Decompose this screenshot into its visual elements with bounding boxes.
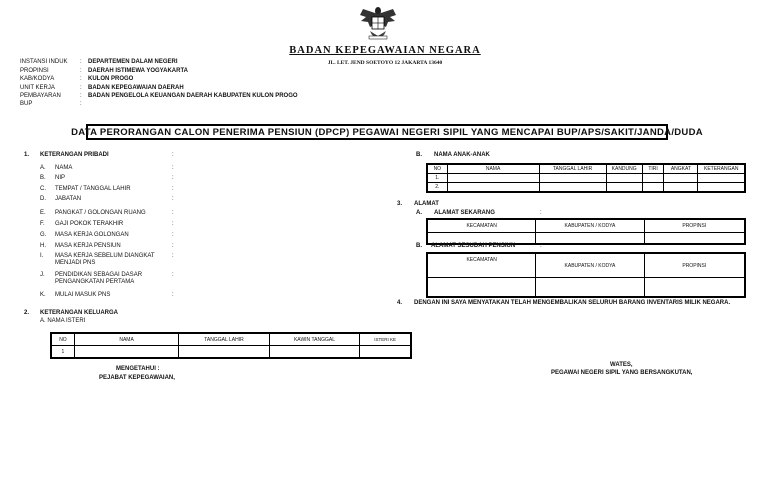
field-label: JABATAN [55, 196, 82, 202]
col-header: KECAMATAN [427, 219, 536, 233]
after-retirement-address-table [426, 252, 746, 298]
section2-heading: KETERANGAN KELUARGA [40, 310, 118, 316]
inventory-statement: DENGAN INI SAYA MENYATAKAN TELAH MENGEMBALIKAN SELURUH BARANG INVENTARIS MILIK NEGARA. [414, 300, 731, 306]
col-header: KABUPATEN / KODYA [536, 253, 644, 278]
field-label: MASA KERJA GOLONGAN [55, 232, 129, 238]
children-table [426, 163, 746, 193]
col-header: NAMA [447, 164, 539, 174]
header-value: KULON PROGO [88, 76, 134, 82]
section3-number: 3. [397, 201, 403, 207]
field-label: NIP [55, 175, 66, 181]
section3-heading: ALAMAT [414, 201, 439, 207]
wife-name-label: A. NAMA ISTERI [40, 318, 86, 324]
header-label: KAB/KODYA [20, 76, 55, 82]
section4-number: 4. [397, 300, 403, 306]
header-label: BUP [20, 101, 33, 107]
col-header: KABUPATEN / KODYA [536, 219, 644, 233]
col-header: TANGGAL LAHIR [179, 333, 270, 346]
col-header: PROPINSI [644, 253, 745, 278]
field-label: NAMA [55, 165, 73, 171]
signature-place: WATES, [610, 362, 633, 368]
section1-number: 1. [24, 152, 30, 158]
current-address-label: ALAMAT SEKARANG [434, 210, 495, 216]
col-header: NO [51, 333, 74, 346]
after-retirement-address-label: ALAMAT SESUDAH PENSIUN [431, 243, 516, 249]
col-header: KETERANGAN [698, 164, 745, 174]
agency-address: JL. LET. JEND SOETOYO 12 JAKARTA 13640 [327, 60, 443, 66]
header-label: UNIT KERJA [20, 85, 55, 91]
approval-official: PEJABAT KEPEGAWAIAN, [99, 375, 175, 381]
field-label: MASA KERJA SEBELUM DIANGKAT MENJADI PNS [55, 253, 155, 266]
header-value: DAERAH ISTIMEWA YOGYAKARTA [88, 68, 189, 74]
col-header: ISTERI KE [360, 333, 411, 346]
children-key: B. [416, 152, 422, 158]
current-address-table [426, 218, 746, 245]
col-header: NAMA [74, 333, 178, 346]
field-label: PENDIDIKAN SEBAGAI DASAR PENGANGKATAN PERTAMA [55, 272, 143, 285]
header-value: DEPARTEMEN DALAM NEGERI [88, 59, 178, 65]
col-header: KECAMATAN [427, 253, 536, 278]
garuda-emblem [358, 5, 398, 41]
children-heading: NAMA ANAK-ANAK [434, 152, 490, 158]
table-row: 1. [427, 174, 745, 183]
col-header: KANDUNG [606, 164, 642, 174]
table-row: 1 [51, 346, 411, 359]
field-label: TEMPAT / TANGGAL LAHIR [55, 186, 131, 192]
header-value: BADAN KEPEGAWAIAN DAERAH [88, 85, 184, 91]
col-header: TANGGAL LAHIR [539, 164, 606, 174]
table-row [427, 278, 745, 298]
employee-signature-label: PEGAWAI NEGERI SIPIL YANG BERSANGKUTAN, [551, 370, 693, 376]
wife-table [50, 332, 412, 359]
approval-label: MENGETAHUI : [116, 366, 160, 372]
header-label: PEMBAYARAN [20, 93, 61, 99]
col-header: KAWIN TANGGAL [269, 333, 360, 346]
agency-name: BADAN KEPEGAWAIAN NEGARA [289, 45, 481, 56]
section2-number: 2. [24, 310, 30, 316]
header-value: BADAN PENGELOLA KEUANGAN DAERAH KABUPATEN KULON PROGO [88, 93, 298, 99]
col-header: PROPINSI [644, 219, 745, 233]
field-label: MASA KERJA PENSIUN [55, 243, 121, 249]
col-header: TIRI [642, 164, 664, 174]
field-label: PANGKAT / GOLONGAN RUANG [55, 210, 146, 216]
header-label: PROPINSI [20, 68, 49, 74]
field-label: MULAI MASUK PNS [55, 292, 111, 298]
field-label: GAJI POKOK TERAKHIR [55, 221, 124, 227]
col-header: ANGKAT [664, 164, 698, 174]
header-label: INSTANSI INDUK [20, 59, 68, 65]
section1-heading: KETERANGAN PRIBADI [40, 152, 109, 158]
col-header: NO [427, 164, 447, 174]
document-title: DATA PERORANGAN CALON PENERIMA PENSIUN (DPCP) PEGAWAI NEGERI SIPIL YANG MENCAPAI BUP/APS/SAKIT/JANDA/DUDA [71, 127, 703, 138]
table-row: 2. [427, 183, 745, 193]
